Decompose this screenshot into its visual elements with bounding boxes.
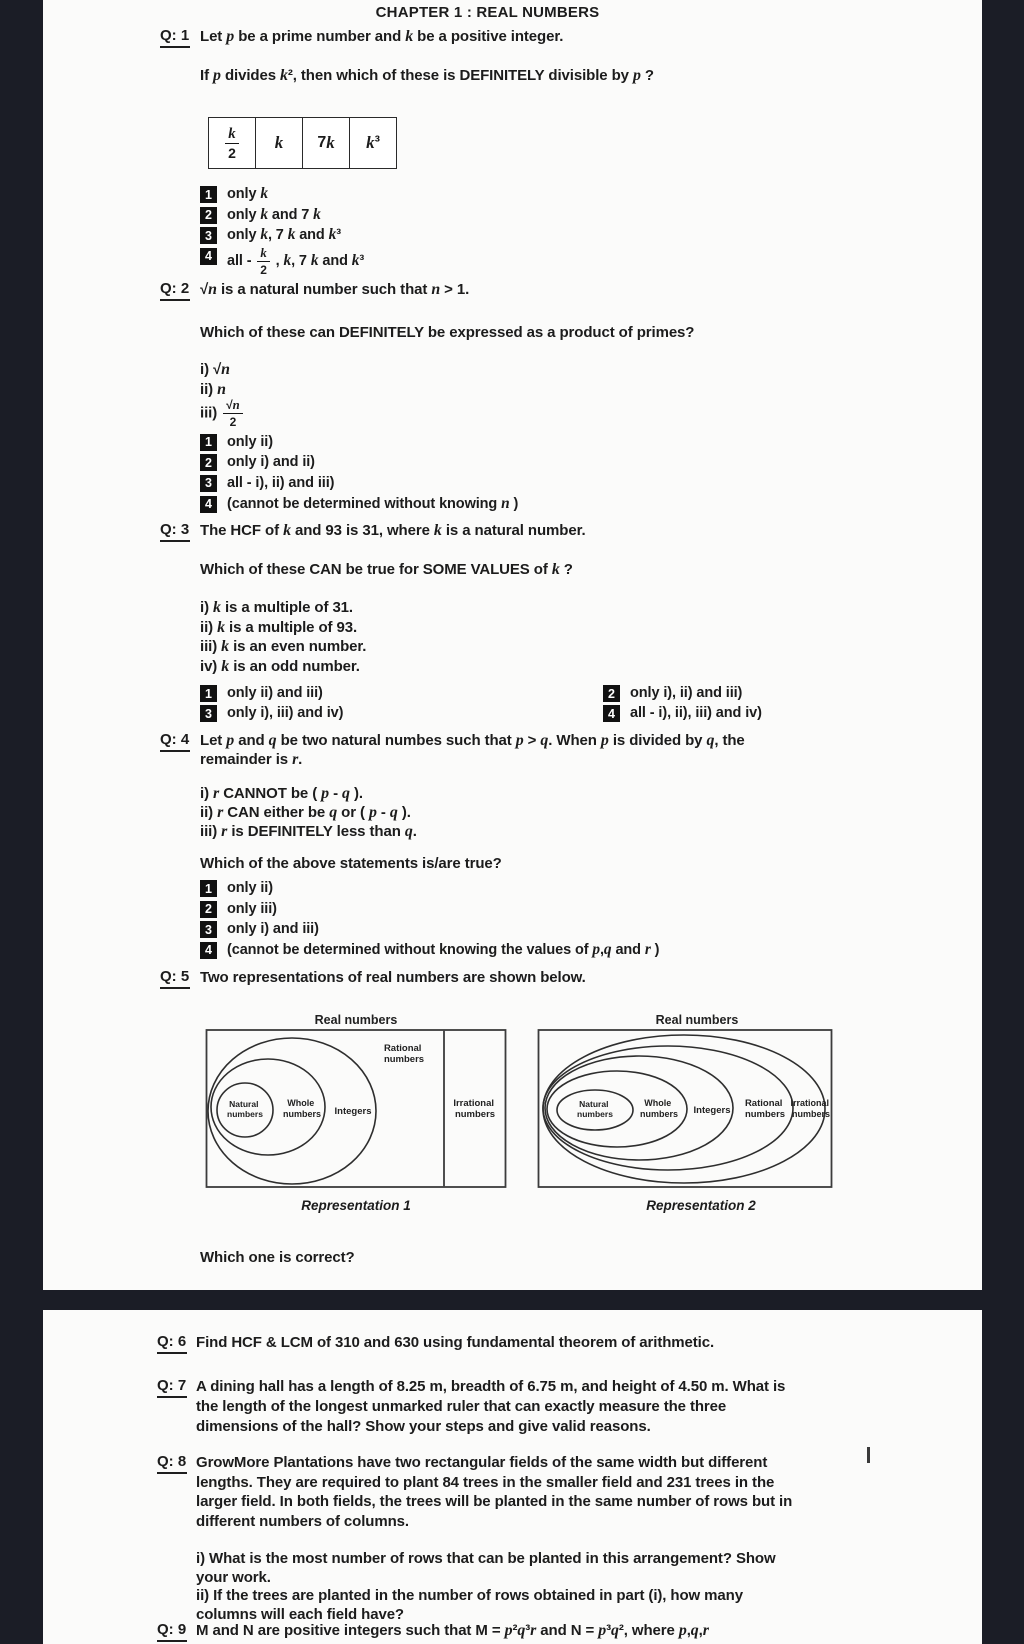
question-7-text: A dining hall has a length of 8.25 m, breadth of 6.75 m, and height of 4.50 m. What is	[196, 1378, 786, 1395]
question-5-intro: Two representations of real numbers are shown below.	[200, 969, 586, 986]
natural-numbers-label: Natural numbers	[577, 1099, 613, 1119]
option-row	[200, 474, 948, 492]
whole-numbers-label: Whole numbers	[639, 1098, 679, 1119]
irrational-numbers-label: Irrational numbers	[453, 1098, 496, 1120]
question-3-body: Which of these CAN be true for SOME VALUES of k ?	[200, 561, 573, 578]
question-2-options	[200, 433, 948, 513]
option-text: only i), ii) and iii)	[630, 685, 743, 701]
option-number-badge: 3	[200, 921, 217, 938]
question-2-intro: √n is a natural number such that n > 1.	[200, 281, 470, 298]
venn-diagram-representation-2	[537, 1008, 833, 1198]
statement-item: i) r CANNOT be ( p - q ).	[200, 785, 363, 802]
option-row	[200, 704, 948, 722]
whole-numbers-label: Whole numbers	[282, 1098, 322, 1119]
question-8-text: different numbers of columns.	[196, 1512, 409, 1530]
statement-item: your work.	[196, 1568, 271, 1586]
option-row	[603, 704, 762, 722]
irrational-numbers-label: Irrational numbers	[790, 1098, 831, 1119]
option-number-badge: 3	[200, 475, 217, 492]
option-number-badge: 2	[200, 901, 217, 918]
option-text: (cannot be determined without knowing n )	[227, 494, 519, 512]
option-row	[200, 684, 948, 702]
diagram-title: Real numbers	[314, 1013, 398, 1027]
question-4-items	[200, 784, 948, 841]
question-8-text: lengths. They are required to plant 84 trees in the smaller field and 231 trees in the	[196, 1473, 775, 1491]
question-2	[43, 280, 982, 515]
statement-item: ii) If the trees are planted in the number of rows obtained in part (i), how many	[196, 1587, 743, 1604]
question-2-items	[200, 360, 948, 428]
scan-artifact-mark	[867, 1447, 870, 1463]
question-2-body: Which of these can DEFINITELY be expressed as a product of primes?	[200, 324, 695, 341]
question-5	[43, 968, 982, 1268]
option-text: only ii)	[227, 433, 273, 450]
option-number-badge: 1	[200, 186, 217, 203]
option-row-pair	[200, 684, 948, 704]
statement-item: ii) r CAN either be q or ( p - q ).	[200, 804, 411, 821]
option-number-badge: 3	[200, 227, 217, 244]
statement-item: iii) $\frac{√n}{2}$	[200, 399, 948, 428]
question-3	[43, 521, 982, 724]
statement-item: i) k is a multiple of 31.	[200, 599, 353, 616]
question-7-text: dimensions of the hall? Show your steps and give valid reasons.	[196, 1418, 651, 1435]
option-text: all - i), ii) and iii)	[227, 474, 335, 491]
question-4	[43, 731, 982, 961]
worksheet-card-2	[43, 1310, 982, 1644]
question-6-text: Find HCF & LCM of 310 and 630 using fundamental theorem of arithmetic.	[196, 1334, 715, 1351]
option-text: only i), iii) and iv)	[227, 705, 344, 721]
chapter-title: CHAPTER 1 : REAL NUMBERS	[375, 4, 600, 21]
question-5-label: Q: 5	[160, 968, 190, 989]
question-5-body: Which one is correct?	[200, 1249, 355, 1266]
question-7-label: Q: 7	[157, 1377, 187, 1398]
option-number-badge: 4	[603, 705, 620, 722]
option-row	[200, 433, 948, 451]
question-7-text: the length of the longest unmarked ruler that can exactly measure the three	[196, 1398, 727, 1415]
representation-1-caption: Representation 1	[301, 1198, 411, 1213]
representation-2-caption: Representation 2	[646, 1198, 756, 1213]
diagram-title: Real numbers	[655, 1013, 739, 1027]
fraction: $\frac{k}{2}$	[257, 247, 269, 276]
option-number-badge: 4	[200, 248, 217, 265]
worksheet-card-1	[43, 0, 982, 1290]
question-9-text: M and N are positive integers such that M = p²q³r and N = p³q², where p,q,r	[196, 1622, 709, 1639]
question-8-text: larger field. In both fields, the trees will be planted in the same number of rows but in	[196, 1493, 793, 1510]
option-row	[200, 185, 948, 203]
rational-numbers-label: Rational numbers	[744, 1098, 786, 1120]
option-row	[200, 920, 948, 938]
integers-label: Integers	[693, 1105, 731, 1116]
question-4-label: Q: 4	[160, 731, 190, 752]
statement-item: ii) k is a multiple of 93.	[200, 618, 358, 636]
option-text: all - $\frac{k}{2}$ , k, 7 k and k³	[227, 245, 365, 277]
table-cell: k	[256, 118, 303, 168]
expression-table	[208, 117, 397, 169]
option-number-badge: 2	[603, 685, 620, 702]
fraction: $\frac{√n}{2}$	[223, 399, 242, 428]
natural-numbers-label: Natural numbers	[227, 1099, 263, 1119]
option-row	[200, 900, 948, 918]
question-1-intro: Let p be a prime number and k be a positive integer.	[200, 28, 564, 45]
question-2-label: Q: 2	[160, 280, 190, 301]
question-6-label: Q: 6	[157, 1333, 187, 1354]
option-number-badge: 4	[200, 942, 217, 959]
statement-item: i) √n	[200, 361, 230, 378]
question-1	[43, 27, 982, 278]
table-cell: k ³	[366, 133, 380, 152]
option-text: only k	[227, 185, 268, 202]
option-text: only ii)	[227, 880, 273, 896]
statement-item: i) What is the most number of rows that can be planted in this arrangement? Show	[196, 1550, 776, 1567]
question-8	[43, 1453, 982, 1624]
question-4-intro: remainder is r.	[200, 751, 303, 768]
question-1-label: Q: 1	[160, 27, 190, 48]
question-4-options	[200, 879, 948, 959]
option-text: only i) and ii)	[227, 454, 315, 471]
option-number-badge: 2	[200, 454, 217, 471]
option-number-badge: 3	[200, 705, 217, 722]
question-4-body: Which of the above statements is/are true?	[200, 855, 502, 872]
option-number-badge: 2	[200, 207, 217, 224]
option-number-badge: 4	[200, 496, 217, 513]
option-row	[200, 247, 948, 276]
question-9-label: Q: 9	[157, 1621, 187, 1642]
question-8-text: GrowMore Plantations have two rectangular fields of the same width but different	[196, 1454, 768, 1471]
question-4-intro: Let p and q be two natural numbes such that p > q. When p is divided by q, the	[200, 732, 745, 749]
option-text: only ii) and iii)	[227, 685, 323, 701]
rational-numbers-label: Rational numbers	[383, 1043, 425, 1065]
statement-item: ii) n	[200, 380, 226, 398]
option-row-pair	[200, 704, 948, 724]
question-1-options	[200, 185, 948, 276]
option-text: only iii)	[227, 900, 277, 917]
option-number-badge: 1	[200, 880, 217, 897]
option-text: only i) and iii)	[227, 921, 319, 938]
question-7	[43, 1377, 982, 1437]
option-text: only k and 7 k	[227, 205, 321, 223]
question-3-intro: The HCF of k and 93 is 31, where k is a natural number.	[200, 522, 586, 539]
integers-label: Integers	[334, 1106, 372, 1117]
option-row	[200, 495, 948, 513]
question-9	[43, 1621, 982, 1641]
question-8-items	[196, 1550, 948, 1624]
question-8-label: Q: 8	[157, 1453, 187, 1474]
question-3-items	[200, 598, 948, 676]
option-text: only k, 7 k and k³	[227, 226, 341, 244]
option-text: (cannot be determined without knowing the values of p,q and r )	[227, 940, 660, 958]
question-3-label: Q: 3	[160, 521, 190, 542]
option-row	[200, 941, 948, 959]
statement-item: iii) k is an even number.	[200, 638, 367, 655]
option-row	[200, 226, 948, 244]
option-text: all - i), ii), iii) and iv)	[630, 705, 762, 721]
option-row	[200, 206, 948, 224]
statement-item: columns will each field have?	[196, 1605, 404, 1623]
question-3-options	[200, 684, 948, 724]
option-number-badge: 1	[200, 434, 217, 451]
option-row	[200, 453, 948, 471]
statement-item: iv) k is an odd number.	[200, 657, 360, 675]
table-cell: 7 k	[303, 118, 350, 168]
statement-item: iii) r is DEFINITELY less than q.	[200, 823, 417, 840]
question-6	[43, 1333, 982, 1353]
venn-diagram-representation-1	[205, 1008, 507, 1198]
table-cell	[209, 118, 256, 168]
question-1-body: If p divides k², then which of these is DEFINITELY divisible by p ?	[200, 67, 654, 84]
option-row	[200, 879, 948, 897]
option-row	[603, 684, 742, 702]
option-number-badge: 1	[200, 685, 217, 702]
fraction: $\frac{k}{2}$	[225, 126, 238, 160]
